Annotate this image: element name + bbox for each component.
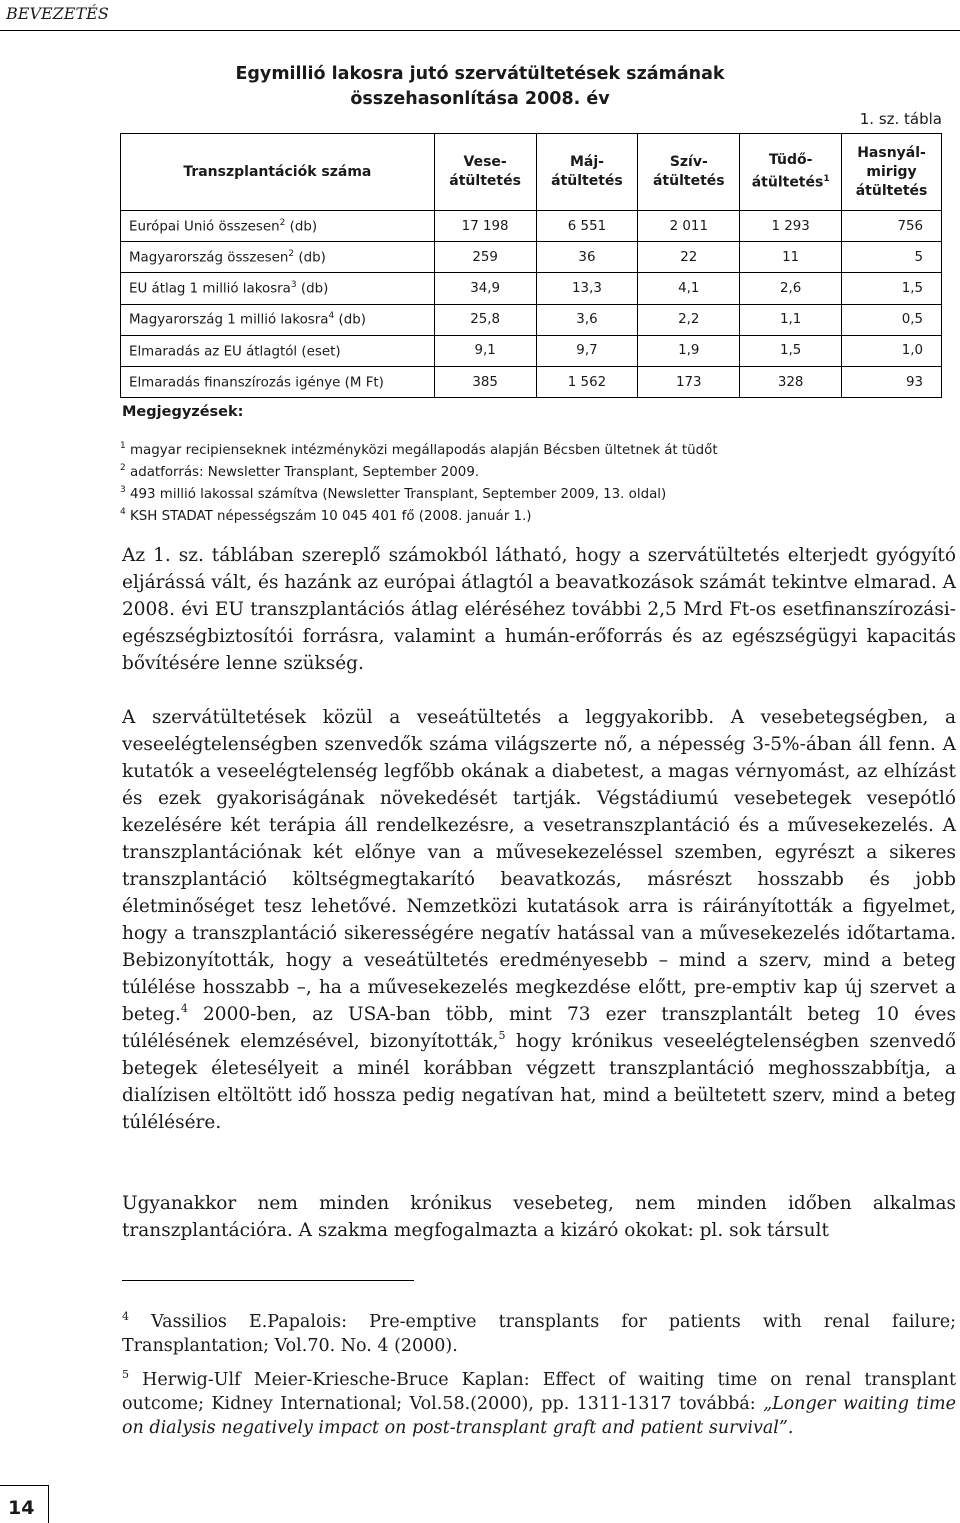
table-title xyxy=(180,62,780,112)
row-label: Magyarország összesen$^2$ (db) xyxy=(121,242,435,273)
header-kidney: Vese- átültetés xyxy=(434,134,536,211)
section-title: BEVEZETÉS xyxy=(6,4,109,23)
table-cell: 6 551 xyxy=(536,211,638,242)
table-cell: 13,3 xyxy=(536,273,638,304)
table-cell: 328 xyxy=(740,366,842,397)
note-item: $^1$ magyar recipienseknek intézményközi megállapodás alapján Bécsben ültetnek át tüdőt xyxy=(120,441,718,458)
table-cell: 5 xyxy=(842,242,942,273)
table-row xyxy=(121,242,942,273)
table-cell: 17 198 xyxy=(434,211,536,242)
footnote-separator xyxy=(122,1280,414,1281)
footnote-5: $^5$ Herwig-Ulf Meier-Kriesche-Bruce Kaplan: Effect of waiting time on renal transplant outcome; Kidney International; Vol.58.(2000), pp. 1311-1317 továbbá: „Longer waiting time on dialysis negatively impact on post-transplant graft and patient survival”. xyxy=(122,1368,956,1438)
table-cell: 9,7 xyxy=(536,335,638,366)
table-cell: 756 xyxy=(842,211,942,242)
paragraph-3: Ugyanakkor nem minden krónikus vesebeteg, nem minden időben alkalmas transzplantációra. A szakma megfogalmazta a kizáró okokat: pl. sok társult xyxy=(122,1193,956,1241)
header-heart: Szív- átültetés xyxy=(638,134,740,211)
table-cell: 3,6 xyxy=(536,304,638,335)
table-title-line-2: összehasonlítása 2008. év xyxy=(350,89,610,109)
row-label: EU átlag 1 millió lakosra$^3$ (db) xyxy=(121,273,435,304)
table-cell: 259 xyxy=(434,242,536,273)
table-cell: 36 xyxy=(536,242,638,273)
table-cell: 34,9 xyxy=(434,273,536,304)
table-title-line-1: Egymillió lakosra jutó szervátültetések számának xyxy=(235,64,725,84)
table-header-row xyxy=(121,134,942,211)
note-item: $^4$ KSH STADAT népességszám 10 045 401 fő (2008. január 1.) xyxy=(120,507,532,524)
table-cell: 11 xyxy=(740,242,842,273)
table-row xyxy=(121,366,942,397)
table-cell: 173 xyxy=(638,366,740,397)
table-cell: 22 xyxy=(638,242,740,273)
table-cell: 1,9 xyxy=(638,335,740,366)
paragraph-2: A szervátültetések közül a veseátültetés a leggyakoribb. A vesebetegségben, a veseelégtelenségben szenvedők száma világszerte nő, a népesség 3-5%-ában áll fenn. A kutatók a veseelégtelenség legfőbb okának a diabetest, a magas vérnyomást, az elhízást és ezek gyakoriságának növekedését tartják. Végstádiumú vesebetegek vesepótló kezelésére két terápia áll rendelkezésre, a vesetranszplantáció és a művesekezelés. A transzplantációnak két előnye van a művesekezeléssel szemben, egyrészt a sikeres transzplantáció költségmegtakarító beavatkozás, másrészt hosszabb és jobb életminőséget tesz lehetővé. Nemzetközi kutatások arra is ráirányították a figyelmet, hogy a transzplantáció sikerességére negatív hatással van a művesekezelés időtartama. Bebizonyították, hogy a veseátültetés eredményesebb – mind a szerv, mind a beteg túlélése hosszabb –, ha a művesekezelés megkezdése előtt, pre-emptiv kap új szervet a beteg.$^4$ 2000-ben, az USA-ban több, mint 73 ezer transzplantált beteg 10 éves túlélésének elemzésével, bizonyították,$^5$ hogy krónikus veseelégtelenségben szenvedő betegek életesélyeit a minél korábban végzett transzplantáció meghosszabbítja, a dialízisen eltöltött idő hossza pedig negatívan hat, mind a beültetett szerv, mind a beteg túlélésére. xyxy=(122,707,956,1133)
row-label: Magyarország 1 millió lakosra$^4$ (db) xyxy=(121,304,435,335)
note-item: $^3$ 493 millió lakossal számítva (Newsletter Transplant, September 2009, 13. oldal) xyxy=(120,485,667,502)
table-number: 1. sz. tábla xyxy=(859,110,942,128)
table-cell: 2,6 xyxy=(740,273,842,304)
table-cell: 2 011 xyxy=(638,211,740,242)
table-cell: 385 xyxy=(434,366,536,397)
row-label: Európai Unió összesen$^2$ (db) xyxy=(121,211,435,242)
table-cell: 1 562 xyxy=(536,366,638,397)
table-cell: 4,1 xyxy=(638,273,740,304)
notes-heading: Megjegyzések: xyxy=(122,404,244,420)
table-cell: 1,0 xyxy=(842,335,942,366)
table-cell: 2,2 xyxy=(638,304,740,335)
table-cell: 1,5 xyxy=(740,335,842,366)
table-cell: 1,1 xyxy=(740,304,842,335)
footnote-4: $^4$ Vassilios E.Papalois: Pre-emptive transplants for patients with renal failure; Transplantation; Vol.70. No. 4 (2000). xyxy=(122,1310,956,1356)
row-label: Elmaradás az EU átlagtól (eset) xyxy=(121,335,435,366)
notes-list xyxy=(120,440,940,528)
table-row xyxy=(121,273,942,304)
table-cell: 93 xyxy=(842,366,942,397)
table-cell: 25,8 xyxy=(434,304,536,335)
header-lung: Tüdő- átültetés$^1$ xyxy=(740,134,842,211)
header-transplant-count: Transzplantációk száma xyxy=(121,134,435,211)
table-row xyxy=(121,304,942,335)
transplant-table xyxy=(120,133,942,398)
running-header xyxy=(0,0,960,31)
table-cell: 1,5 xyxy=(842,273,942,304)
header-pancreas: Hasnyál- mirigy átültetés xyxy=(842,134,942,211)
paragraph-1: Az 1. sz. táblában szereplő számokból látható, hogy a szervátültetés elterjedt gyógyító eljárássá vált, és hazánk az európai átlagtól a beavatkozások számát tekintve elmarad. A 2008. évi EU transzplantációs átlag eléréséhez további 2,5 Mrd Ft-os esetfinanszírozási-egészségbiztosítói forrásra, valamint a humán-erőforrás és az egészségügyi kapacitás bővítésére lenne szükség. xyxy=(122,545,956,674)
table-cell: 1 293 xyxy=(740,211,842,242)
table-cell: 0,5 xyxy=(842,304,942,335)
page-number: 14 xyxy=(8,1497,35,1519)
table-row xyxy=(121,211,942,242)
header-liver: Máj- átültetés xyxy=(536,134,638,211)
note-item: $^2$ adatforrás: Newsletter Transplant, September 2009. xyxy=(120,463,480,480)
table-cell: 9,1 xyxy=(434,335,536,366)
row-label: Elmaradás finanszírozás igénye (M Ft) xyxy=(121,366,435,397)
table-row xyxy=(121,335,942,366)
